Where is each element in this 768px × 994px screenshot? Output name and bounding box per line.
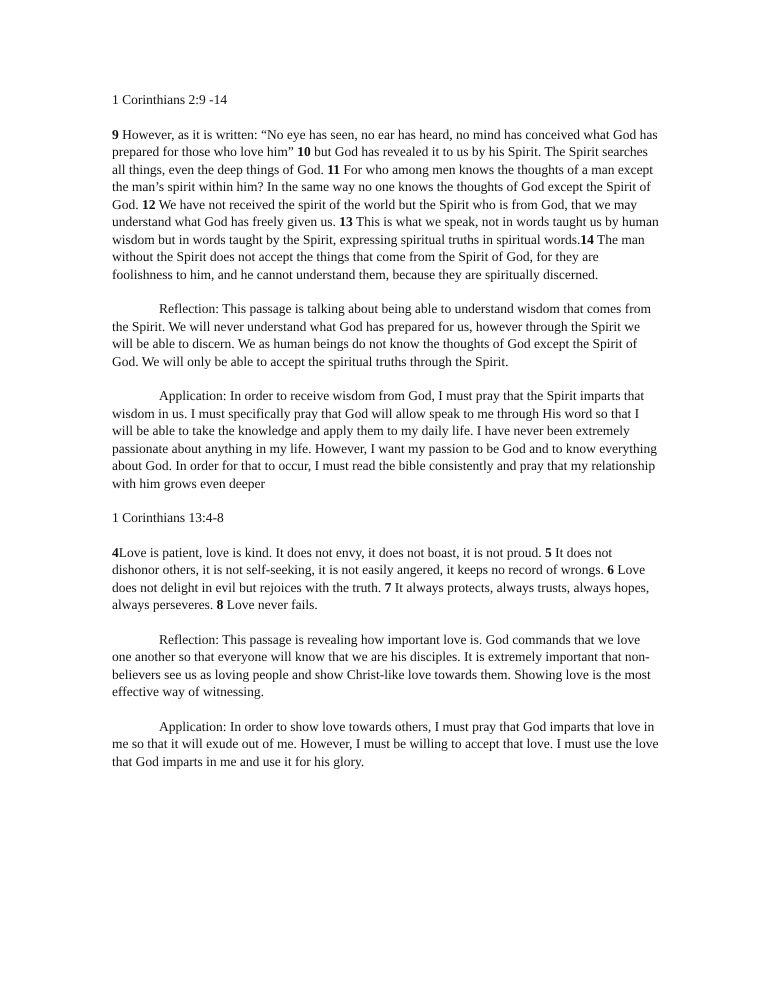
verse-text: It always protects, always trusts, always hopes, always perseveres. [112,579,650,612]
section-heading: 1 Corinthians 2:9 -14 [112,92,228,107]
reflection-paragraph: Reflection: This passage is talking about being able to understand wisdom that comes from the Spirit. We will never understand what God has prepared for us, however through the Spirit we will be able to discern. We as human beings do not know the thoughts of God except the Spirit of God. We will only be able to accept the spiritual truths through the Spirit. [112,301,652,369]
verse-text: Love does not delight in evil but rejoices with the truth. [112,562,646,595]
verse-number: 7 [384,579,392,595]
verse-text: For who among men knows the thoughts of a man except the man’s spirit within him? In the same way no one knows the thoughts of God except the Spirit of God. [112,161,654,212]
verse-number: 12 [142,196,156,212]
verse-number: 9 [112,126,119,142]
verse-text: but God has revealed it to us by his Spirit. The Spirit searches all things, even the deep things of God. [112,144,648,177]
verse-text: We have not received the spirit of the world but the Spirit who is from God, that we may understand what God has freely given us. [112,196,638,229]
verse-number: 11 [327,161,340,177]
verse-text: However, as it is written: “No eye has seen, no ear has heard, no mind has conceived what God has prepared for those who love him” [112,126,658,159]
document-body [112,91,660,787]
verse-text: It does not dishonor others, it is not self-seeking, it is not easily angered, it keeps no record of wrongs. [112,544,613,577]
verse-number: 14 [580,231,594,247]
scripture-passage [112,126,660,284]
verse-text: This is what we speak, not in words taught us by human wisdom but in words taught by the Spirit, expressing spiritual truths in spiritual words. [112,214,659,247]
application-paragraph: Application: In order to receive wisdom from God, I must pray that the Spirit imparts that wisdom in us. I must specifically pray that God will allow speak to me through His word so that I will be able to take the knowledge and apply them to my daily life. I have never been extremely passionate about anything in my life. However, I want my passion to be God and to know everything about God. In order for that to occur, I must read the bible consistently and pray that my relationship with him grows even deeper [112,388,657,491]
verse-number: 5 [544,544,552,560]
application-paragraph: Application: In order to show love towards others, I must pray that God imparts that love in me so that it will exude out of me. However, I must be willing to accept that love. I must use the love that God imparts in me and use it for his glory. [112,718,659,769]
verse-text: Love never fails. [223,597,318,612]
verse-number: 6 [607,562,615,577]
reflection-paragraph: Reflection: This passage is revealing how important love is. God commands that we love one another so that everyone will know that we are his disciples. It is extremely important that non-believers see us as loving people and show Christ-like love towards them. Showing love is the most effective way of witnessing. [112,631,651,699]
verse-number: 8 [216,597,224,612]
verse-text: Love is patient, love is kind. It does not envy, it does not boast, it is not proud. [118,544,545,560]
verse-text: The man without the Spirit does not accept the things that come from the Spirit of God, for they are foolishness to him, and he cannot understand them, because they are spiritually discerned. [112,231,645,282]
scripture-passage [112,544,660,614]
verse-number: 10 [297,144,311,159]
section-1-corinthians-13 [112,509,660,770]
section-1-corinthians-2 [112,91,660,492]
verse-number: 13 [339,214,353,229]
verse-number: 4 [112,544,119,560]
section-heading: 1 Corinthians 13:4-8 [112,510,224,525]
